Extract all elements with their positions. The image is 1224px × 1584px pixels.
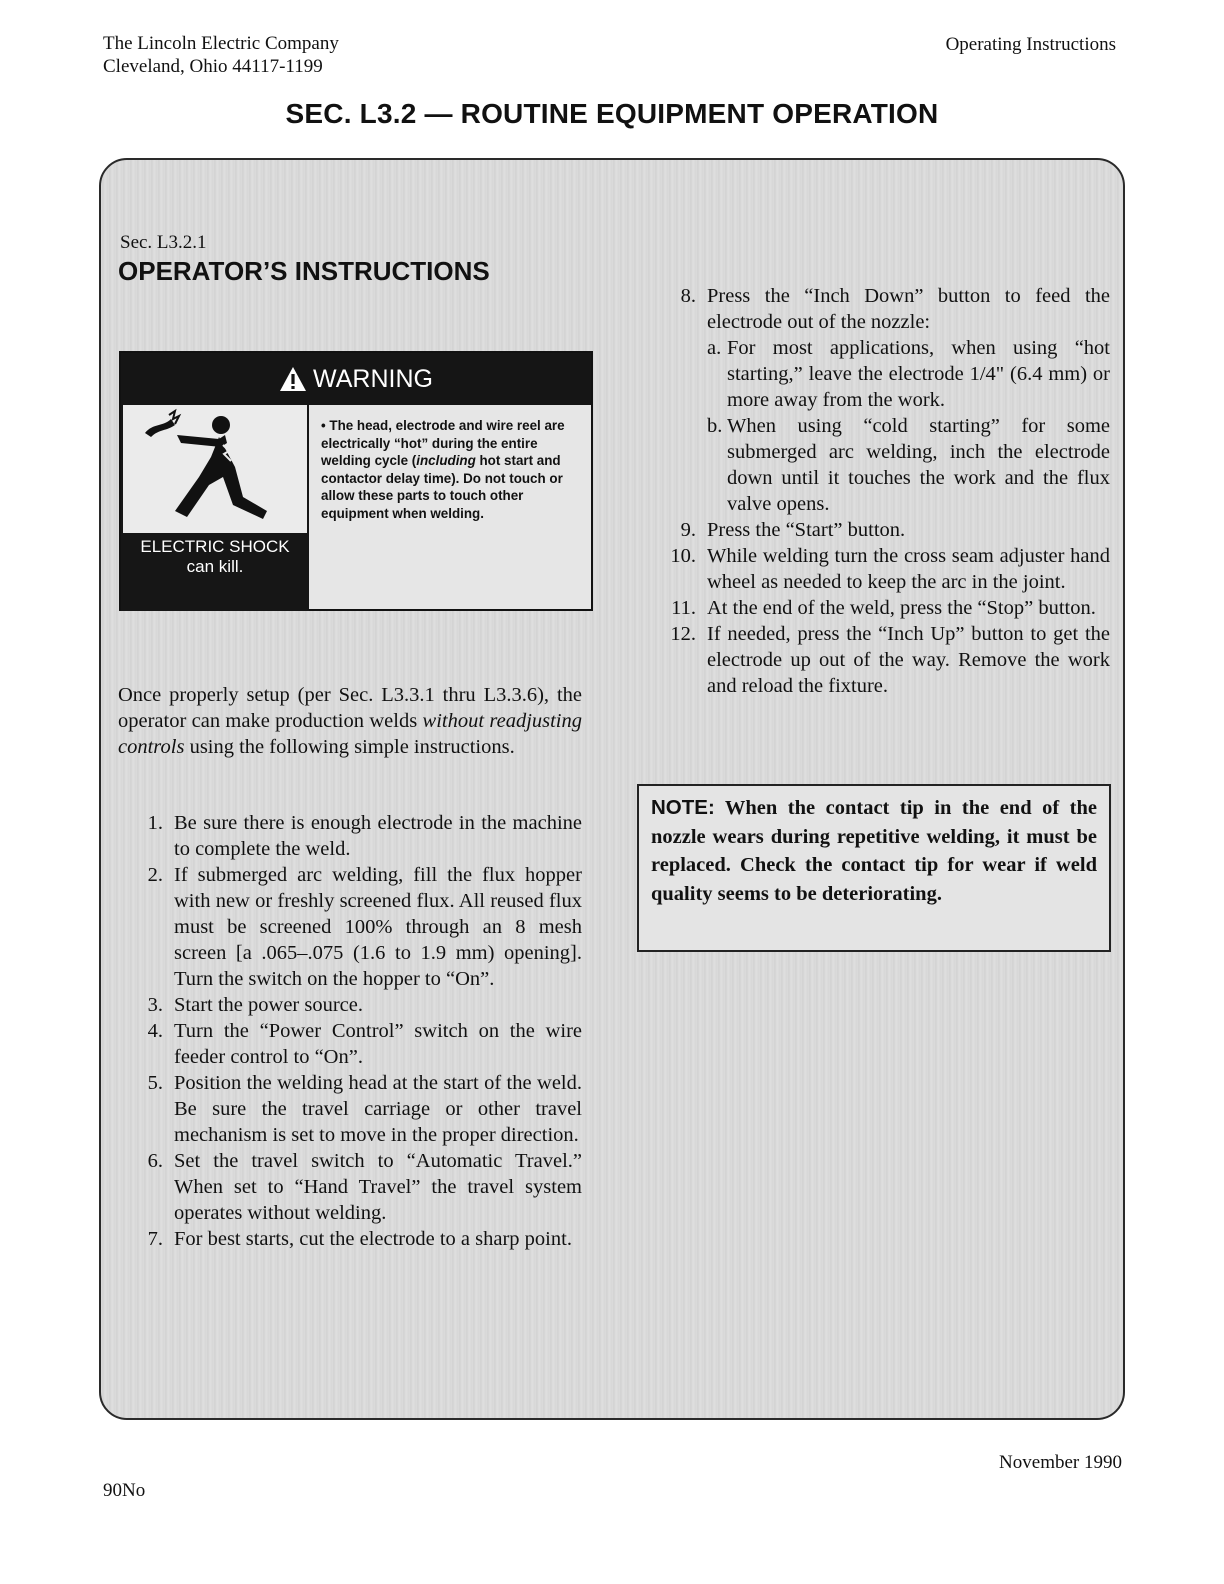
note-box — [637, 784, 1111, 952]
list-item — [650, 517, 1110, 543]
intro-part1: Once properly setup (per Sec. L3.3.1 thru L3.3.6), the operator can make production welds — [118, 684, 582, 732]
step-text: Set the travel switch to “Automatic Travel.” When set to “Hand Travel” the travel system operates without welding. — [174, 1150, 582, 1224]
shock-figure — [123, 405, 307, 533]
list-item — [118, 1148, 582, 1226]
warning-text — [321, 417, 587, 522]
hazard-line2: can kill. — [186, 557, 244, 576]
step-text: If submerged arc welding, fill the flux hopper with new or freshly screened flux. All reused flux must be screened 100% through an 8 mesh screen [a .065–.075 (1.6 to 1.9 mm) opening]. Turn the switch on the hopper to “On”. — [174, 864, 582, 990]
step-number: 8. — [680, 285, 696, 307]
note-label: NOTE: — [651, 796, 715, 819]
hazard-text — [121, 537, 309, 577]
step-number: 3. — [147, 994, 163, 1016]
step-text: If needed, press the “Inch Up” button to get the electrode up out of the way. Remove the work and reload the fixture. — [707, 623, 1110, 697]
list-item — [118, 992, 582, 1018]
note-text: When the contact tip in the end of the nozzle wears during repetitive welding, it must be replaced. Check the contact tip for wear if weld quality seems to be deteriorating. — [651, 797, 1097, 905]
warning-text-italic: including — [416, 453, 476, 468]
step-number: 4. — [147, 1020, 163, 1042]
warning-header — [121, 353, 591, 405]
list-item — [118, 1018, 582, 1070]
warning-text-part2: hot start and contactor delay time). Do not touch or allow these parts to touch other equipment when welding. — [321, 453, 563, 521]
warning-triangle-icon — [279, 366, 307, 392]
company-name: The Lincoln Electric Company — [103, 33, 339, 54]
step-text: Press the “Start” button. — [707, 519, 906, 541]
steps-list-left — [118, 810, 582, 1252]
sub-item-label: b. — [707, 415, 723, 437]
sub-item-text: For most applications, when using “hot starting,” leave the electrode 1/4" (6.4 mm) or more away from the work. — [727, 337, 1110, 411]
step-text: Press the “Inch Down” button to feed the electrode out of the nozzle: — [707, 285, 1110, 333]
header-company-block — [103, 32, 339, 78]
sub-item-text: When using “cold starting” for some submerged arc welding, inch the electrode down until it touches the work and the flux valve opens. — [727, 415, 1110, 515]
warning-box — [119, 351, 593, 611]
list-item — [650, 595, 1110, 621]
sub-item-label: a. — [707, 337, 722, 359]
step-text: While welding turn the cross seam adjuster hand wheel as needed to keep the arc in the joint. — [707, 545, 1110, 593]
step-text: For best starts, cut the electrode to a sharp point. — [174, 1228, 572, 1250]
steps-list-right — [650, 283, 1110, 699]
step-number: 2. — [147, 864, 163, 886]
step-number: 9. — [680, 519, 696, 541]
footer-code: 90No — [103, 1480, 146, 1501]
step-body — [707, 283, 1110, 517]
warning-text-part1: • The head, electrode and wire reel are electrically “hot” during the entire welding cycle ( — [321, 418, 565, 468]
step-text: Be sure there is enough electrode in the machine to complete the weld. — [174, 812, 582, 860]
step-number: 6. — [147, 1150, 163, 1172]
intro-paragraph — [118, 682, 582, 760]
sub-item — [707, 413, 1110, 517]
step-number: 10. — [670, 545, 696, 567]
hazard-column — [121, 405, 309, 611]
list-item — [118, 1226, 582, 1252]
list-item — [118, 1070, 582, 1148]
doc-type: Operating Instructions — [945, 34, 1116, 55]
sub-item — [707, 335, 1110, 413]
list-item — [650, 283, 1110, 517]
footer-date: November 1990 — [999, 1452, 1122, 1473]
intro-italic: without readjusting controls — [118, 710, 583, 758]
list-item — [118, 810, 582, 862]
step-text: Start the power source. — [174, 994, 363, 1016]
subsection-number: Sec. L3.2.1 — [120, 232, 207, 253]
section-title: SEC. L3.2 — ROUTINE EQUIPMENT OPERATION — [285, 98, 939, 129]
step-number: 12. — [670, 623, 696, 645]
step-number: 11. — [671, 597, 696, 619]
company-address: Cleveland, Ohio 44117-1199 — [103, 56, 323, 77]
step-text: Position the welding head at the start of the weld. Be sure the travel carriage or other travel mechanism is set to move in the proper direction. — [174, 1072, 582, 1146]
list-item — [118, 862, 582, 992]
hazard-line1: ELECTRIC SHOCK — [140, 537, 290, 556]
step-text: At the end of the weld, press the “Stop” button. — [707, 597, 1096, 619]
step-number: 1. — [147, 812, 163, 834]
intro-part2: using the following simple instructions. — [184, 736, 515, 758]
warning-label: WARNING — [313, 364, 433, 393]
step-text: Turn the “Power Control” switch on the wire feeder control to “On”. — [174, 1020, 582, 1068]
step-number: 5. — [147, 1072, 163, 1094]
list-item — [650, 621, 1110, 699]
list-item — [650, 543, 1110, 595]
subsection-title: OPERATOR’S INSTRUCTIONS — [118, 256, 490, 286]
electric-shock-icon — [123, 405, 307, 533]
step-number: 7. — [147, 1228, 163, 1250]
